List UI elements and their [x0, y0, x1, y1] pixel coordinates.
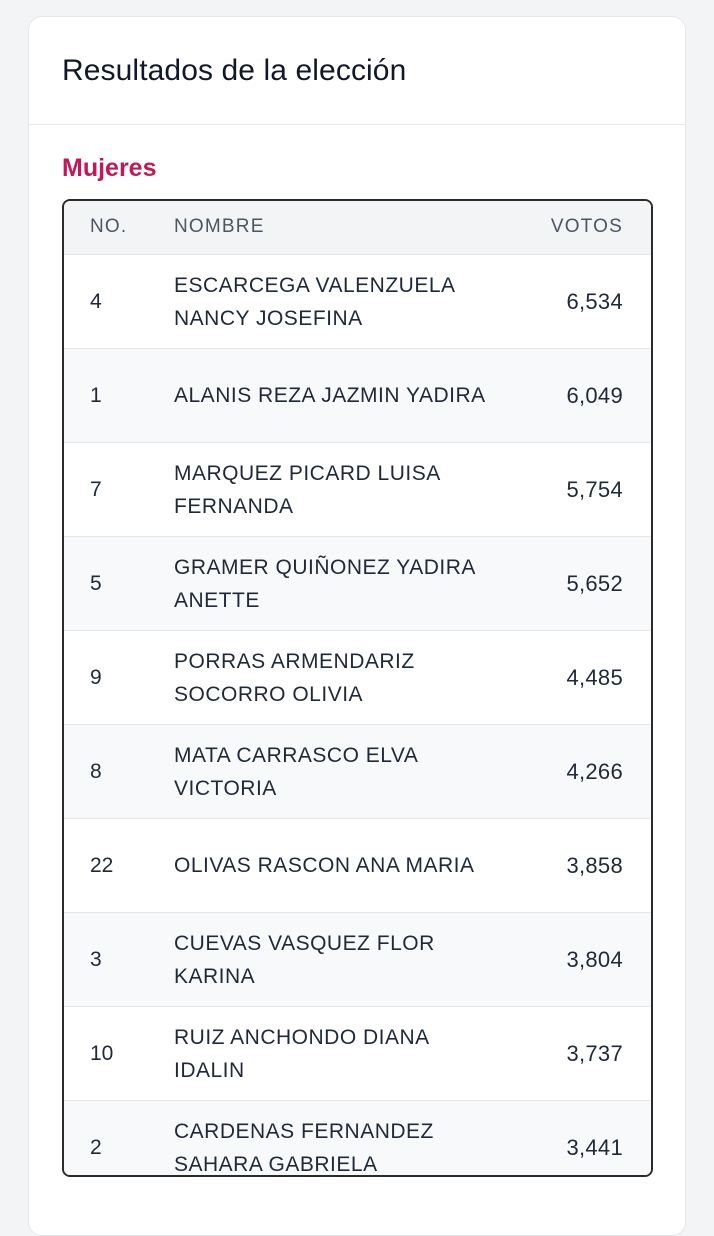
table-header-row	[64, 201, 651, 255]
cell-name: CUEVAS VASQUEZ FLOR KARINA	[174, 931, 435, 988]
cell-name: RUIZ ANCHONDO DIANA IDALIN	[174, 1025, 429, 1082]
table-row	[64, 349, 651, 443]
table-row	[64, 443, 651, 537]
table-row	[64, 1101, 651, 1177]
column-header-votes: VOTOS	[511, 201, 651, 255]
table-row	[64, 255, 651, 349]
cell-no: 1	[90, 383, 102, 407]
table-row	[64, 913, 651, 1007]
cell-votes: 5,754	[566, 476, 623, 502]
cell-votes: 3,858	[566, 852, 623, 878]
cell-no: 10	[90, 1041, 114, 1065]
section-title-mujeres: Mujeres	[62, 154, 157, 182]
cell-name: MATA CARRASCO ELVA VICTORIA	[174, 743, 418, 800]
cell-votes: 4,266	[566, 758, 623, 784]
table-body	[64, 255, 651, 1177]
cell-name: OLIVAS RASCON ANA MARIA	[174, 854, 475, 877]
cell-votes: 5,652	[566, 570, 623, 596]
cell-votes: 3,737	[566, 1040, 623, 1066]
table-row	[64, 537, 651, 631]
cell-no: 5	[90, 571, 102, 595]
cell-name: MARQUEZ PICARD LUISA FERNANDA	[174, 461, 440, 518]
cell-no: 22	[90, 853, 114, 877]
table-row	[64, 819, 651, 913]
results-card	[28, 16, 686, 1236]
table-row	[64, 725, 651, 819]
cell-no: 8	[90, 759, 102, 783]
cell-name: ALANIS REZA JAZMIN YADIRA	[174, 384, 486, 407]
cell-no: 7	[90, 477, 102, 501]
card-title: Resultados de la elección	[62, 53, 407, 87]
table-row	[64, 631, 651, 725]
cell-no: 9	[90, 665, 102, 689]
table-row	[64, 1007, 651, 1101]
cell-name: CARDENAS FERNANDEZ SAHARA GABRIELA	[174, 1119, 434, 1176]
card-header	[29, 17, 685, 125]
cell-votes: 6,534	[566, 288, 623, 314]
cell-no: 3	[90, 947, 102, 971]
results-table	[64, 201, 651, 1177]
column-header-no: NO.	[64, 201, 174, 255]
cell-votes: 6,049	[566, 382, 623, 408]
cell-name: PORRAS ARMENDARIZ SOCORRO OLIVIA	[174, 649, 415, 706]
table-header	[64, 201, 651, 255]
cell-votes: 3,804	[566, 946, 623, 972]
cell-no: 4	[90, 289, 102, 313]
cell-name: GRAMER QUIÑONEZ YADIRA ANETTE	[174, 555, 475, 612]
cell-no: 2	[90, 1135, 102, 1159]
results-table-container[interactable]	[62, 199, 653, 1177]
card-body	[29, 125, 685, 1177]
column-header-name: NOMBRE	[174, 201, 511, 255]
cell-votes: 3,441	[566, 1134, 623, 1160]
cell-votes: 4,485	[566, 664, 623, 690]
cell-name: ESCARCEGA VALENZUELA NANCY JOSEFINA	[174, 273, 455, 330]
